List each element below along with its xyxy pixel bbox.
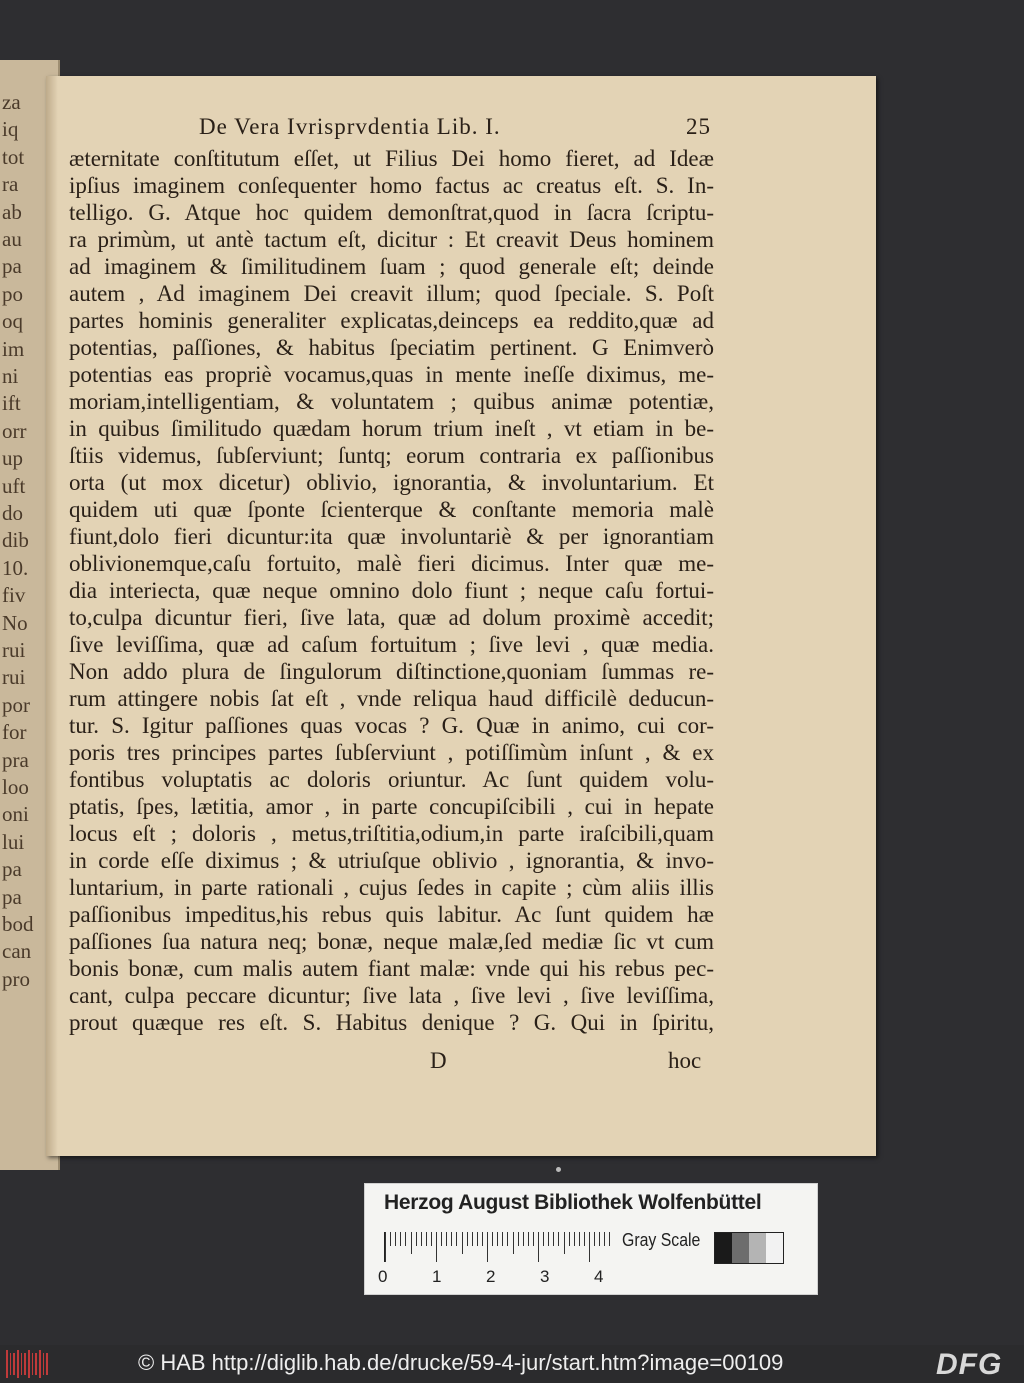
- grayscale-swatch: [715, 1233, 732, 1263]
- ruler-tick: [405, 1232, 406, 1246]
- text-line: dia interiecta, quæ neque omnino dolo fiunt ; neque caſu fortui-: [69, 578, 714, 603]
- text-line: autem , Ad imaginem Dei creavit illum; quod ſpeciale. S. Poſt: [69, 281, 714, 306]
- ruler-tick: [548, 1232, 549, 1246]
- facing-page-fragment: rui: [2, 638, 26, 662]
- hab-logo-icon: [6, 1350, 48, 1378]
- ruler-tick: [472, 1232, 473, 1246]
- facing-page-fragment: fiv: [2, 583, 26, 608]
- ruler-tick: [390, 1232, 391, 1246]
- text-line: partes hominis generaliter explicatas,deinceps ea reddito,quæ ad: [69, 308, 714, 333]
- facing-page-fragment: iq: [2, 117, 19, 142]
- ruler-tick: [462, 1232, 463, 1254]
- text-line: bonis bonæ, cum malis autem fiant malæ: vnde qui his rebus pec-: [69, 956, 714, 981]
- ruler-tick: [507, 1232, 508, 1246]
- grayscale-swatch: [766, 1233, 783, 1263]
- ruler-tick: [569, 1232, 570, 1246]
- ruler-tick: [451, 1232, 452, 1246]
- grayscale-bar: [714, 1232, 784, 1264]
- logo-bar: [43, 1353, 45, 1375]
- ruler-tick: [416, 1232, 417, 1246]
- logo-bar: [13, 1353, 15, 1375]
- ruler-tick: [395, 1232, 396, 1246]
- text-line: ra primùm, ut antè tactum eſt, dicitur : Et creavit Deus hominem: [69, 227, 714, 252]
- facing-page-fragment: po: [2, 281, 23, 306]
- ruler-label: 4: [594, 1267, 604, 1286]
- facing-page-fragment: dib: [2, 528, 29, 553]
- ruler-tick: [502, 1232, 503, 1246]
- text-line: prout quæque res eſt. S. Habitus denique ? G. Qui in ſpiritu,: [69, 1010, 714, 1035]
- text-line: potentias, paſſiones, & habitus ſpeciatim pertinent. G Enimverò: [69, 335, 714, 360]
- page-number: 25: [686, 114, 711, 139]
- dfg-logo: DFG: [936, 1348, 1003, 1381]
- text-line: paſſiones ſua natura neq; bonæ, neque malæ,ſed mediæ ſic vt cum: [69, 929, 714, 954]
- text-line: potentias eas propriè vocamus,quas in mente ineſſe diximus, me-: [69, 362, 714, 387]
- text-line: æternitate conſtitutum eſſet, ut Filius Dei homo fieret, ad Ideæ: [69, 146, 714, 171]
- facing-page-fragment: lui: [2, 829, 25, 854]
- facing-page-fragment: 10.: [2, 555, 29, 580]
- facing-page-fragment: up: [2, 446, 23, 471]
- ruler-tick: [609, 1232, 610, 1246]
- signature-mark: D: [430, 1048, 447, 1073]
- facing-page-fragment: can: [2, 939, 32, 964]
- ruler-tick: [584, 1232, 585, 1246]
- ruler-tick: [528, 1232, 529, 1246]
- facing-page-fragment: pro: [2, 966, 30, 991]
- text-line: rum attingere nobis ſat eſt , vnde reliqua haud difficilè deducun-: [69, 686, 714, 711]
- facing-page-fragment: No: [2, 610, 28, 635]
- text-line: poris tres principes partes ſubſerviunt , potiſſimùm inſunt , & ex: [69, 740, 714, 765]
- library-name: Herzog August Bibliothek Wolfenbüttel: [384, 1191, 762, 1214]
- text-line: to,culpa dicuntur fieri, ſive lata, quæ ad dolum proximè accedit;: [69, 605, 714, 630]
- ruler-tick: [436, 1232, 437, 1262]
- body-text: [69, 145, 714, 1036]
- facing-page-fragment: uft: [2, 473, 26, 498]
- logo-bar: [10, 1353, 12, 1375]
- footer-credit-link[interactable]: © HAB http://diglib.hab.de/drucke/59-4-jur/start.htm?image=00109: [138, 1350, 784, 1375]
- logo-bar: [24, 1353, 26, 1375]
- text-line: ſtiis videmus, ſubſerviunt; ſuntq; eorum contraria ex paſſionibus: [69, 443, 714, 468]
- ruler-tick: [482, 1232, 483, 1246]
- ruler-tick: [574, 1232, 575, 1246]
- logo-bar: [28, 1350, 30, 1378]
- text-line: fontibus voluptatis ac doloris oriuntur. Ac ſunt quidem volu-: [69, 767, 714, 792]
- text-line: quidem uti quæ ſponte ſcienterque & conſtante memoria malè: [69, 497, 714, 522]
- text-line: telligo. G. Atque hoc quidem demonſtrat,quod in ſacra ſcriptu-: [69, 200, 714, 225]
- text-line: cant, culpa peccare dicuntur; ſive lata , ſive levi , ſive leviſſima,: [69, 983, 714, 1008]
- ruler-tick: [543, 1232, 544, 1246]
- ruler-tick: [579, 1232, 580, 1246]
- ruler-tick: [467, 1232, 468, 1246]
- running-title: De Vera Ivrisprvdentia Lib. I.: [199, 114, 501, 139]
- text-line: paſſionibus impeditus,his rebus quis labitur. Ac ſunt quidem hæ: [69, 902, 714, 927]
- facing-page-fragment: pa: [2, 254, 22, 279]
- ruler-label: 0: [378, 1267, 388, 1286]
- ruler-tick: [564, 1232, 565, 1254]
- text-line: Non addo plura de ſingulorum diſtinctione,quoniam ſummas re-: [69, 659, 714, 684]
- ruler-tick: [441, 1232, 442, 1246]
- facing-page-fragment: au: [2, 227, 22, 251]
- ruler-tick: [523, 1232, 524, 1246]
- facing-page-fragment: oni: [2, 802, 29, 827]
- ruler-tick: [589, 1232, 590, 1262]
- text-line: ad imaginem & ſimilitudinem ſuam ; quod generale eſt; deinde: [69, 254, 714, 279]
- facing-page-fragment: ab: [2, 199, 22, 224]
- ruler-labels: [378, 1267, 618, 1289]
- grayscale-swatch: [732, 1233, 749, 1263]
- facing-page-fragment: pra: [2, 747, 29, 772]
- ruler-label: 2: [486, 1267, 496, 1286]
- ruler-tick: [492, 1232, 493, 1246]
- text-line: fiunt,dolo fieri dicuntur:ita quæ involuntariè & per ignorantiam: [69, 524, 714, 549]
- ruler-tick: [594, 1232, 595, 1246]
- ruler-tick: [538, 1232, 539, 1262]
- facing-page-fragment: tot: [2, 144, 25, 169]
- ruler-tick: [599, 1232, 600, 1246]
- ruler-tick: [558, 1232, 559, 1246]
- facing-page-fragment: ni: [2, 364, 19, 388]
- text-line: oblivionemque,caſu fortuito, malè fieri dicimus. Inter quæ me-: [69, 551, 714, 576]
- logo-bar: [39, 1350, 41, 1378]
- ruler-label: 1: [432, 1267, 442, 1286]
- text-line: locus eſt ; doloris , metus,triſtitia,odium,in parte iraſcibili,quam: [69, 821, 714, 846]
- ruler: [384, 1232, 611, 1262]
- text-line: in corde eſſe diximus ; & utriuſque oblivio , ignorantia, & invo-: [69, 848, 714, 873]
- logo-bar: [35, 1353, 37, 1375]
- grayscale-label: Gray Scale: [622, 1230, 701, 1250]
- catchword: hoc: [668, 1048, 702, 1073]
- facing-page-fragment: bod: [2, 912, 34, 936]
- ruler-label: 3: [540, 1267, 550, 1286]
- facing-page-fragment: rui: [2, 665, 26, 690]
- ruler-tick: [411, 1232, 412, 1254]
- ruler-tick: [385, 1232, 386, 1262]
- logo-bar: [6, 1350, 8, 1378]
- ruler-tick: [421, 1232, 422, 1246]
- logo-bar: [17, 1350, 19, 1378]
- ruler-tick: [431, 1232, 432, 1246]
- logo-bar: [46, 1353, 48, 1375]
- text-line: tur. S. Igitur paſſiones quas vocas ? G. Quæ in animo, cui cor-: [69, 713, 714, 738]
- facing-page-fragment: im: [2, 336, 25, 361]
- logo-bar: [32, 1353, 34, 1375]
- ruler-tick: [487, 1232, 488, 1262]
- grayscale-swatch: [749, 1233, 766, 1263]
- facing-page-fragment: za: [2, 90, 21, 114]
- ruler-tick: [477, 1232, 478, 1246]
- ruler-tick: [533, 1232, 534, 1246]
- facing-page-fragment: orr: [2, 418, 27, 443]
- facing-page-fragment: do: [2, 501, 23, 525]
- text-line: ipſius imaginem conſequenter homo factus ac creatus eſt. S. In-: [69, 173, 714, 198]
- facing-page-fragment: pa: [2, 884, 22, 909]
- dot-mark: [556, 1167, 561, 1172]
- facing-page-fragment: oq: [2, 309, 23, 334]
- ruler-tick: [518, 1232, 519, 1246]
- ruler-tick: [553, 1232, 554, 1246]
- text-line: ptatis, ſpes, lætitia, amor , in parte concupiſcibili , cui in hepate: [69, 794, 714, 819]
- ruler-tick: [513, 1232, 514, 1254]
- ruler-tick: [604, 1232, 605, 1246]
- page-header: [199, 114, 711, 144]
- facing-page-fragment: ift: [2, 391, 21, 416]
- text-line: moriam,intelligentiam, & voluntatem ; quibus animæ potentiæ,: [69, 389, 714, 414]
- facing-page-fragment: for: [2, 720, 27, 745]
- text-line: in quibus ſimilitudo quædam horum trium ineſt , vt etiam in be-: [69, 416, 714, 441]
- facing-page-fragment: por: [2, 692, 30, 717]
- ruler-tick: [497, 1232, 498, 1246]
- facing-page-fragment: loo: [2, 775, 29, 799]
- text-line: luntarium, in parte rationali , cujus ſedes in capite ; cùm aliis illis: [69, 875, 714, 900]
- ruler-tick: [426, 1232, 427, 1246]
- text-line: ſive leviſſima, quæ ad caſum fortuitum ; ſive levi , quæ media.: [69, 632, 714, 657]
- text-line: orta (ut mox dicetur) oblivio, ignorantia, & involuntarium. Et: [69, 470, 714, 495]
- facing-page-fragment: pa: [2, 857, 22, 882]
- page-gutter-shadow: [46, 76, 58, 1156]
- facing-page-fragment: ra: [2, 172, 19, 197]
- ruler-tick: [446, 1232, 447, 1246]
- ruler-tick: [456, 1232, 457, 1246]
- ruler-tick: [400, 1232, 401, 1246]
- logo-bar: [21, 1353, 23, 1375]
